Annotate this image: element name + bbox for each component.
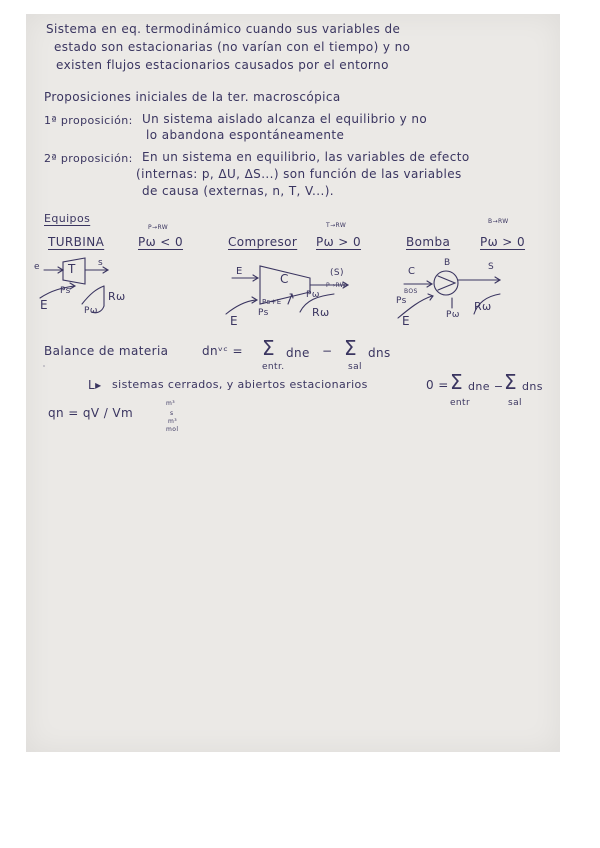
balance-note: sistemas cerrados, y abiertos estacionarios [112, 378, 368, 391]
turbine-condition: Pω < 0 [138, 235, 184, 249]
flow-unit-den-2: m³ [168, 418, 178, 425]
definition-line-3: existen flujos estacionarios causados por el entorno [56, 58, 389, 72]
compressor-ae-label: Ps+E [262, 298, 282, 306]
compressor-in-label: E [236, 266, 243, 277]
turbine-out-label: s [98, 258, 104, 268]
pump-in-label: C [408, 266, 416, 277]
balance-term-1: dne [286, 346, 310, 360]
pump-name: Bomba [406, 235, 451, 249]
second-proposition-line-3: de causa (externas, n, T, V...). [142, 184, 334, 198]
balance-sum-2: Σ [344, 336, 358, 360]
pump-bos-label: BOS [404, 288, 418, 295]
pump-B-label: B [444, 258, 451, 268]
balance-label: Balance de materia [44, 344, 169, 358]
turbine-in-label: e [34, 262, 40, 272]
first-proposition-line-2: lo abandona espontáneamente [146, 128, 345, 142]
second-proposition-line-2: (internas: p, ΔU, ΔS...) son función de las variables [136, 167, 462, 181]
flow-unit-den-1: s [170, 410, 174, 417]
balance-note-sum-2: Σ [504, 370, 518, 394]
first-proposition-line-1: Un sistema aislado alcanza el equilibrio y no [142, 112, 428, 126]
compressor-condition: Pω > 0 [316, 235, 362, 249]
pump-E-label: E [402, 314, 410, 328]
balance-sum-1: Σ [262, 336, 276, 360]
compressor-rw-label: Rω [312, 306, 330, 319]
compressor-sup-note: T→RW [326, 222, 347, 229]
compressor-pw-label: Pω [306, 290, 320, 300]
balance-note-arrow: L▸ [88, 378, 102, 392]
balance-sum-2-sub: sal [348, 362, 362, 372]
balance-note-sub-1: entr [450, 398, 471, 408]
equipment-heading: Equipos [44, 212, 91, 225]
balance-minus: − [322, 344, 333, 358]
compressor-ps-label: Ps [258, 308, 269, 318]
definition-line-1: Sistema en eq. termodinámico cuando sus variables de [46, 22, 401, 36]
flow-unit-num: m³ [166, 400, 176, 407]
pump-pw-label: Pω [446, 310, 460, 320]
pump-out-label: S [488, 262, 495, 272]
turbine-box-label: T [68, 262, 76, 276]
balance-note-term-2: dns [522, 380, 543, 393]
balance-sum-1-sub: entr. [262, 362, 285, 372]
compressor-out-label: (S) [330, 268, 344, 278]
turbine-E-label: E [40, 298, 48, 312]
turbine-name: TURBINA [48, 235, 105, 249]
pump-ps-label: Ps [396, 296, 407, 306]
turbine-ps-label: Ps [60, 286, 71, 296]
flow-equation: qn = qV / Vm [48, 406, 134, 420]
turbine-rw-label: Rω [108, 290, 126, 303]
compressor-name: Compresor [228, 235, 298, 249]
flow-unit-den-3: mol [166, 426, 179, 433]
pump-condition: Pω > 0 [480, 235, 526, 249]
pump-sup-note: B→RW [488, 218, 509, 225]
first-proposition-label: 1ª proposición: [44, 114, 133, 127]
propositions-heading: Proposiciones iniciales de la ter. macroscópica [44, 90, 341, 104]
balance-note-sub-2: sal [508, 398, 522, 408]
compressor-box-label: C [280, 272, 289, 286]
compressor-E-label: E [230, 314, 238, 328]
definition-line-2: estado son estacionarias (no varían con el tiempo) y no [54, 40, 411, 54]
balance-zero: 0 = [426, 378, 449, 392]
balance-lhs: dnᵛᶜ = [202, 344, 243, 358]
second-proposition-line-1: En un sistema en equilibrio, las variables de efecto [142, 150, 470, 164]
balance-note-term-1: dne − [468, 380, 504, 393]
pump-rw-label: Rω [474, 300, 492, 313]
balance-note-sum-1: Σ [450, 370, 464, 394]
compressor-small-note: P→RW [326, 282, 347, 289]
turbine-sup-note: P→RW [148, 224, 169, 231]
balance-term-2: dns [368, 346, 391, 360]
turbine-pw-label: Pω [84, 306, 98, 316]
second-proposition-label: 2ª proposición: [44, 152, 133, 165]
